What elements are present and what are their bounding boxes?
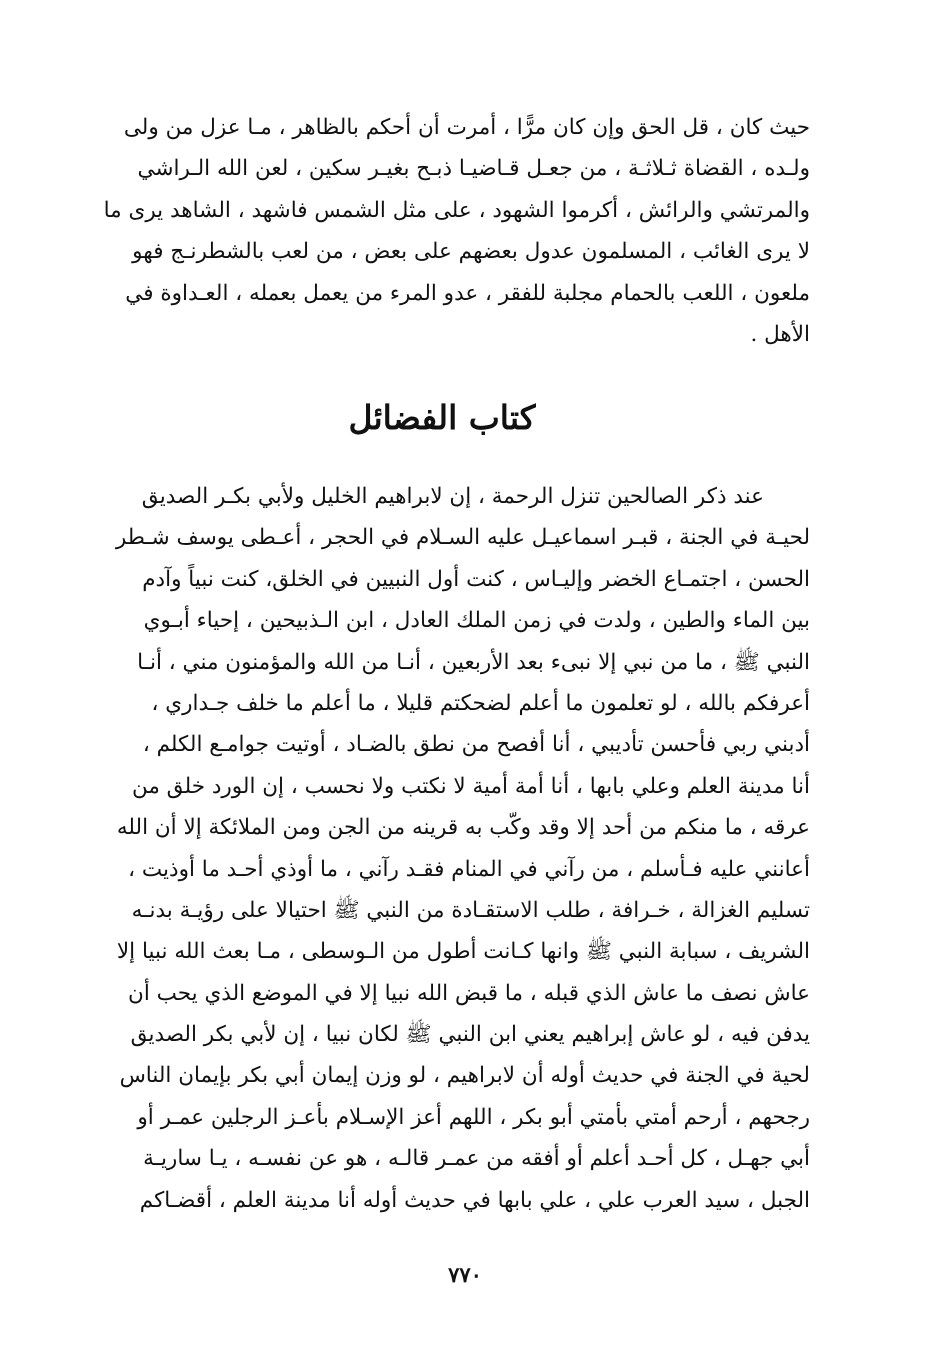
- text-line: النبي ﷺ ، ما من نبي إلا نبىء بعد الأربعين ، أنـا من الله والمؤمنون مني ، أنـا: [137, 649, 810, 675]
- page-number: ٧٧٠: [448, 1262, 482, 1287]
- text-line: الشريف ، سبابة النبي ﷺ وانها كـانت أطول من الـوسطى ، مـا بعث الله نبيا إلا: [116, 939, 810, 965]
- text-line: أدبني ربي فأحسن تأديبي ، أنا أفصح من نطق بالضـاد ، أوتيت جوامـع الكلم ،: [142, 732, 810, 758]
- main-paragraph: [74, 476, 810, 1221]
- text-line: الحسن ، اجتمـاع الخضر وإليـاس ، كنت أول النبيين في الخلق، كنت نبياً وآدم: [142, 566, 810, 592]
- text-line: الأهل .: [750, 321, 810, 347]
- text-line: حيث كان ، قل الحق وإن كان مرًّا ، أمرت أن أحكم بالظاهر ، مـا عزل من ولى: [123, 115, 810, 140]
- text-line: عند ذكر الصالحين تنزل الرحمة ، إن لابراهيم الخليل ولأبي بكـر الصديق: [141, 484, 764, 509]
- text-line: أنا مدينة العلم وعلي بابها ، أنا أمة أمية لا نكتب ولا نحسب ، إن الورد خلق من: [131, 773, 810, 799]
- text-line: بين الماء والطين ، ولدت في زمن الملك العادل ، ابن الـذبيحين ، إحياء أبـوي: [143, 608, 810, 634]
- text-line: ملعون ، اللعب بالحمام مجلبة للفقر ، عدو المرء من يعمل بعمله ، العـداوة في: [125, 280, 810, 306]
- text-line: لا يرى الغائب ، المسلمون عدول بعضهم على بعض ، من لعب بالشطرنـج فهو: [132, 239, 810, 265]
- text-line: يدفن فيه ، لو عاش إبراهيم يعني ابن النبي ﷺ لكان نبيا ، إن لأبي بكر الصديق: [130, 1022, 810, 1048]
- text-line: أعرفكم بالله ، لو تعلمون ما أعلم لضحكتم قليلا ، ما أعلم ما خلف جـداري ،: [151, 690, 810, 716]
- text-line: رجحهم ، أرحم أمتي بأمتي أبو بكر ، اللهم أعز الإسـلام بأعـز الرجلين عمـر أو: [137, 1104, 810, 1130]
- text-line: أعانني عليه فـأسلم ، من رآني في المنام فقـد رآني ، ما أوذي أحـد ما أوذيت ،: [128, 856, 810, 882]
- text-line: ولـده ، القضاة ثـلاثـة ، من جعـل قـاضيـا ذبـح بغيـر سكين ، لعن الله الـراشي: [137, 156, 810, 182]
- text-line: الجبل ، سيد العرب علي ، علي بابها في حديث أوله أنا مدينة العلم ، أقضـاكم: [139, 1187, 810, 1213]
- text-line: لحية في الجنة في حديث أوله أن لابراهيم ، لو وزن إيمان أبي بكر بإيمان الناس: [119, 1063, 810, 1089]
- text-line: أبي جهـل ، كل أحـد أعلم أو أفقه من عمـر قالـه ، هو عن نفسـه ، يـا ساريـة: [143, 1146, 810, 1172]
- text-line: عاش نصف ما عاش الذي قبله ، ما قبض الله نبيا إلا في الموضع الذي يحب أن: [128, 980, 810, 1006]
- text-line: والمرتشي والرائش ، أكرموا الشهود ، على مثل الشمس فاشهد ، الشاهد يرى ما: [103, 197, 810, 223]
- text-line: لحيـة في الجنة ، قبـر اسماعيـل عليه السـلام في الحجر ، أعـطى يوسف شـطر: [115, 525, 810, 551]
- text-line: تسليم الغزالة ، خـرافة ، طلب الاستقـادة من النبي ﷺ احتيالا على رؤيـة بدنـه: [131, 897, 810, 923]
- section-heading: كتاب الفضائل: [348, 398, 536, 437]
- text-line: عرقه ، ما منكم من أحد إلا وقد وكّب به قرينه من الجن ومن الملائكة إلا أن الله: [116, 815, 810, 841]
- top-paragraph: [74, 107, 810, 355]
